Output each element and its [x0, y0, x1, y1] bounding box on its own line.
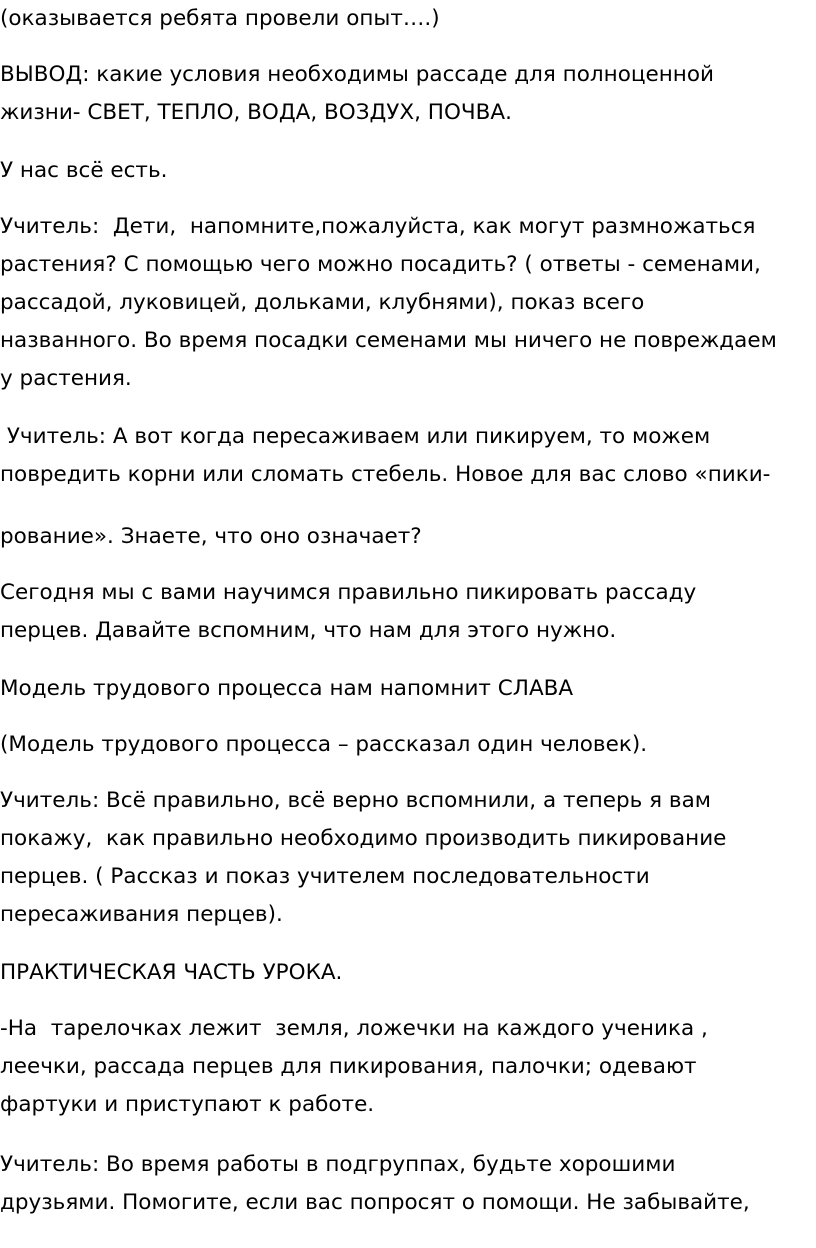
text-line: ВЫВОД: какие условия необходимы рассаде для полноценной — [0, 62, 714, 87]
text-line: покажу, как правильно необходимо производить пикирование — [0, 826, 727, 851]
text-line: рование». Знаете, что оно означает? — [0, 524, 422, 549]
text-line: (оказывается ребята провели опыт….) — [0, 6, 440, 31]
text-line: пересаживания перцев). — [0, 902, 283, 927]
text-line: У нас всё есть. — [0, 158, 168, 183]
text-line: (Модель трудового процесса – рассказал один человек). — [0, 732, 648, 757]
paragraph-plates — [0, 1010, 816, 1124]
paragraph-model-told — [0, 726, 816, 764]
paragraph-new-word — [0, 518, 816, 556]
text-line: рассадой, луковицей, дольками, клубнями), показ всего — [0, 290, 645, 315]
text-line: у растения. — [0, 366, 132, 391]
text-line: повредить корни или сломать стебель. Новое для вас слово «пики- — [0, 462, 771, 487]
text-line: леечки, рассада перцев для пикирования, палочки; одевают — [0, 1054, 697, 1079]
text-line: жизни- СВЕТ, ТЕПЛО, ВОДА, ВОЗДУХ, ПОЧВА. — [0, 100, 512, 125]
text-line: названного. Во время посадки семенами мы ничего не повреждаем — [0, 328, 777, 353]
text-line: Учитель: Всё правильно, всё верно вспомнили, а теперь я вам — [0, 788, 711, 813]
paragraph-teacher-correct — [0, 782, 816, 934]
text-line: -На тарелочках лежит земля, ложечки на каждого ученика , — [0, 1016, 708, 1041]
text-line: растения? С помощью чего можно посадить? ( ответы - семенами, — [0, 252, 761, 277]
text-line: ПРАКТИЧЕСКАЯ ЧАСТЬ УРОКА. — [0, 960, 343, 985]
text-line: перцев. Давайте вспомним, что нам для этого нужно. — [0, 618, 617, 643]
paragraph-have-all — [0, 152, 816, 190]
text-line: Сегодня мы с вами научимся правильно пикировать рассаду — [0, 580, 697, 605]
paragraph-teacher-groups — [0, 1146, 816, 1222]
text-line: Модель трудового процесса нам напомнит СЛАВА — [0, 676, 574, 701]
paragraph-model-slava — [0, 670, 816, 708]
paragraph-intro — [0, 0, 816, 38]
text-line: фартуки и приступают к работе. — [0, 1092, 375, 1117]
section-heading-practical — [0, 954, 816, 992]
paragraph-teacher-transplant — [0, 418, 816, 494]
text-line: Учитель: А вот когда пересаживаем или пикируем, то можем — [0, 424, 711, 449]
text-line: друзьями. Помогите, если вас попросят о помощи. Не забывайте, — [0, 1190, 750, 1215]
text-line: Учитель: Дети, напомните,пожалуйста, как могут размножаться — [0, 214, 756, 239]
paragraph-teacher-question — [0, 208, 816, 398]
text-line: перцев. ( Рассказ и показ учителем последовательности — [0, 864, 650, 889]
paragraph-today — [0, 574, 816, 650]
paragraph-conclusion — [0, 56, 816, 132]
text-line: Учитель: Во время работы в подгруппах, будьте хорошими — [0, 1152, 676, 1177]
